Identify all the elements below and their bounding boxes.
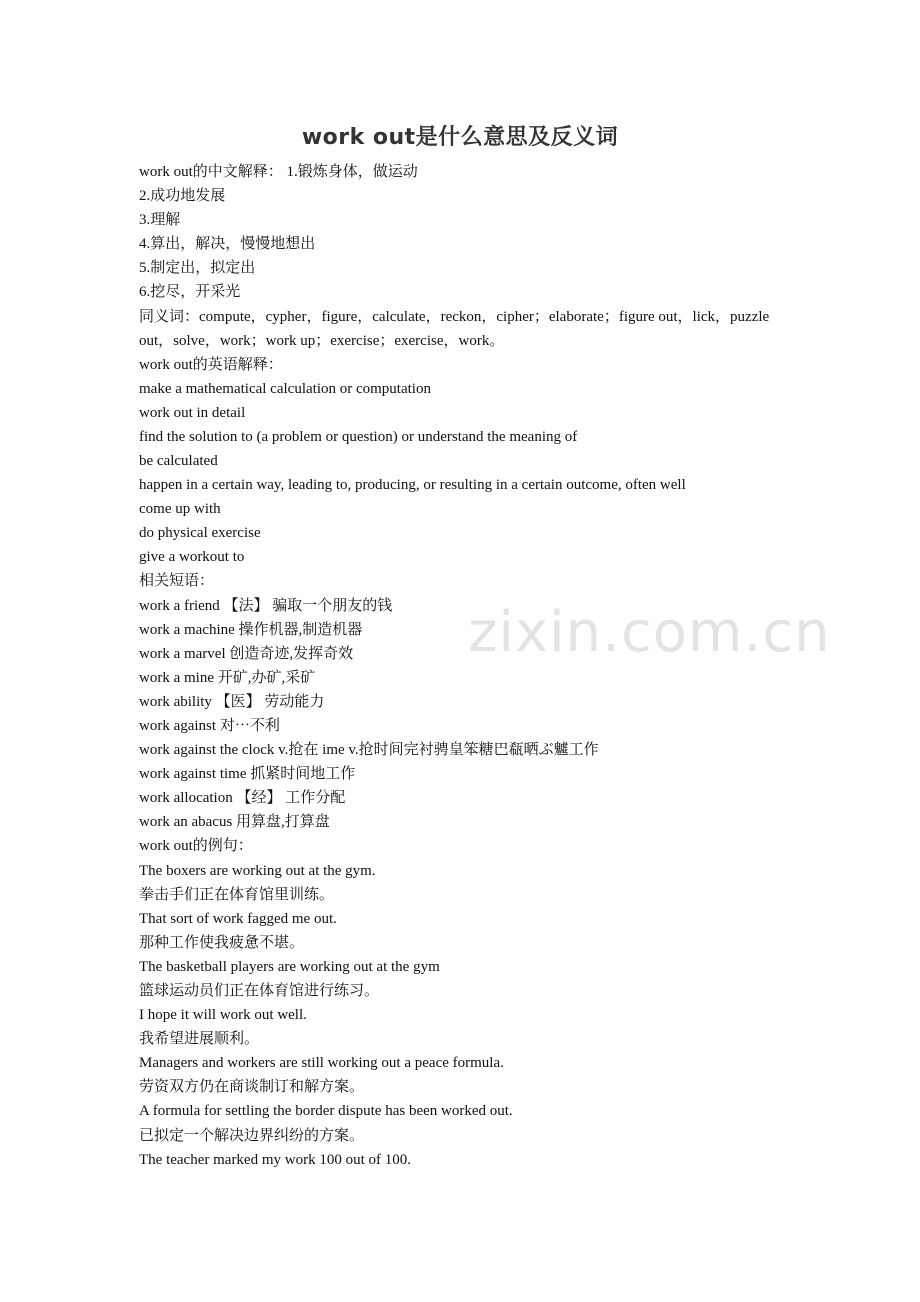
phrase-line: work allocation 【经】 工作分配 (139, 790, 346, 807)
text-line: do physical exercise (139, 525, 261, 542)
text-line: 6.挖尽，开采光 (139, 284, 241, 301)
example-line: 已拟定一个解决边界纠纷的方案。 (139, 1127, 365, 1144)
phrase-line: work a marvel 创造奇迹,发挥奇效 (139, 645, 354, 662)
phrase-line: work against the clock v.抢在 ime v.抢时间完衬骋皇笨糖巴瓻晒ぶ魖工作 (139, 742, 599, 759)
phrase-line: work an abacus 用算盘,打算盘 (139, 814, 330, 831)
text-line: 4.算出，解决，慢慢地想出 (139, 236, 316, 253)
example-line: 那种工作使我疲惫不堪。 (139, 934, 305, 951)
example-line: 篮球运动员们正在体育馆进行练习。 (139, 983, 380, 999)
phrase-line: work a machine 操作机器,制造机器 (139, 621, 363, 638)
example-line: The teacher marked my work 100 out of 100. (139, 1151, 411, 1168)
example-line: 我希望进展顺利。 (139, 1031, 260, 1048)
text-line: 2.成功地发展 (139, 188, 226, 205)
phrase-line: work a mine 开矿,办矿,采矿 (139, 669, 316, 686)
example-line: 拳击手们正在体育馆里训练。 (139, 886, 335, 903)
text-line: come up with (139, 501, 221, 518)
text-line: 5.制定出，拟定出 (139, 260, 256, 277)
example-line: Managers and workers are still working out a peace formula. (139, 1055, 504, 1072)
text-line: work out的英语解释： (139, 356, 283, 373)
text-line: be calculated (139, 452, 218, 469)
phrase-line: work a friend 【法】 骗取一个朋友的钱 (139, 597, 393, 614)
text-line: make a mathematical calculation or computation (139, 380, 431, 397)
text-line: 相关短语： (139, 573, 215, 590)
text-line: work out in detail (139, 404, 246, 421)
synonyms-line: 同义词：compute，cypher，figure，calculate，reckon，cipher；elaborate；figure out，lick，puzzle out，solve，work；work up；exercise；exercise，work。 (139, 308, 770, 349)
phrase-line: work against 对⋯不利 (139, 717, 280, 734)
example-line: The basketball players are working out at the gym (139, 958, 440, 975)
text-line: happen in a certain way, leading to, producing, or resulting in a certain outcome, often well (139, 477, 686, 494)
document-body (139, 160, 799, 1172)
example-line: I hope it will work out well. (139, 1007, 307, 1024)
example-line: A formula for settling the border dispute has been worked out. (139, 1103, 513, 1120)
text-line: work out的中文解释： 1.锻炼身体，做运动 (139, 164, 418, 180)
text-line: find the solution to (a problem or question) or understand the meaning of (139, 428, 578, 445)
watermark: zixin.com.cn (468, 600, 831, 665)
text-line: give a workout to (139, 549, 245, 566)
example-line: 劳资双方仍在商谈制订和解方案。 (139, 1079, 365, 1096)
phrase-line: work against time 抓紧时间地工作 (139, 766, 356, 783)
phrase-line: work ability 【医】 劳动能力 (139, 693, 325, 710)
text-line: work out的例句： (139, 838, 253, 855)
text-line: 3.理解 (139, 212, 181, 229)
page-title: work out是什么意思及反义词 (301, 125, 619, 150)
example-line: That sort of work fagged me out. (139, 910, 337, 927)
example-line: The boxers are working out at the gym. (139, 862, 376, 879)
